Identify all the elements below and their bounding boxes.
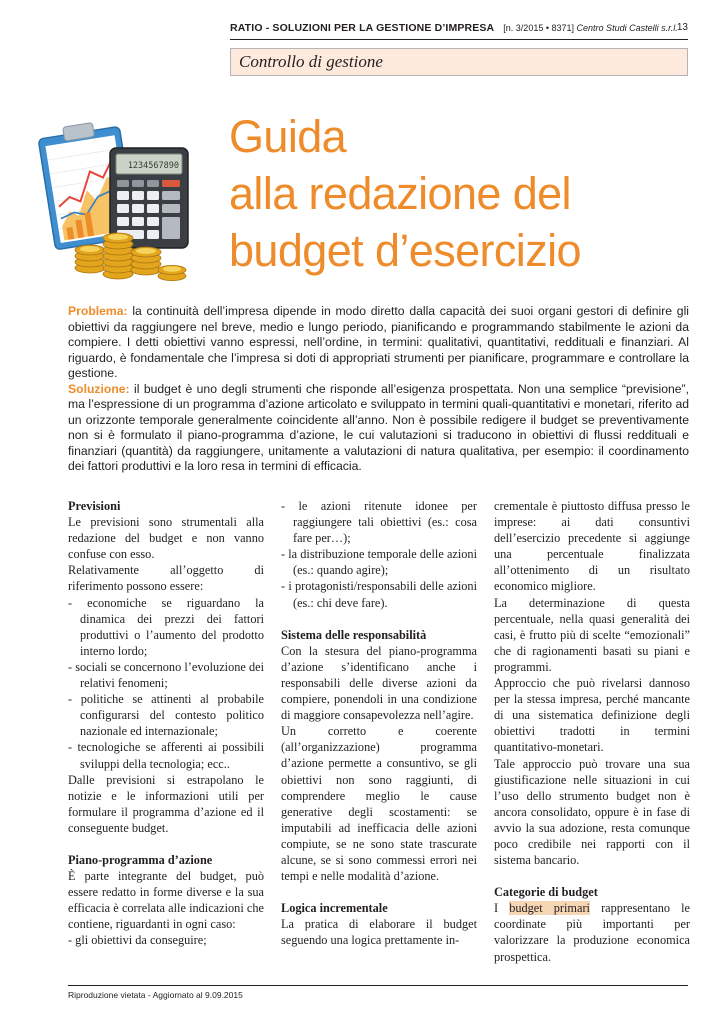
issue-code: 8371]	[551, 23, 575, 33]
problem-paragraph	[68, 304, 689, 382]
paragraph: La pratica di elaborare il budget seguendo una logica prettamente in-	[281, 917, 477, 948]
paragraph: La determinazione di questa percentuale, nella quasi generalità dei casi, è frutto più di scelte “emozionali” che di ragionamenti basati su piani e programmi.	[494, 595, 690, 674]
section-banner	[230, 48, 688, 76]
paragraph: crementale è piuttosto diffusa presso le imprese: ai dati consuntivi dell’esercizio precedente si aggiunge una percentuale finalizzata all’ottenimento di un risultato economico migliore.	[494, 499, 690, 594]
issue-info	[503, 23, 677, 33]
title-line-3: budget d’esercizio	[229, 225, 581, 276]
column-3	[494, 498, 690, 965]
paragraph: Dalle previsioni si estrapolano le notizie e le informazioni utili per formulare il programma d’azione ed il conseguente budget.	[68, 772, 264, 835]
paragraph: Le previsioni sono strumentali alla redazione del budget e non vanno confuse con esso.	[68, 515, 264, 562]
publisher-name: Centro Studi Castelli s.r.l.	[576, 23, 678, 33]
heading-piano-programma: Piano-programma d’azione	[68, 852, 213, 867]
budget-illustration	[38, 110, 238, 290]
heading-sistema-responsabilita: Sistema delle responsabilità	[281, 627, 427, 642]
publication-name: RATIO - SOLUZIONI PER LA GESTIONE D’IMPRESA	[230, 22, 495, 34]
paragraph: Tale approccio può trovare una sua giustificazione nelle situazioni in cui l’uso dello strumento budget non è ancora consolidato, oppure è in fase di avvio la sua adozione, resta comunque poco credibile nei rapporti con il sistema bancario.	[494, 756, 690, 868]
paragraph: Relativamente all’oggetto di riferimento possono essere:	[68, 563, 264, 594]
paragraph: Un corretto e coerente (all’organizzazione) programma d’azione permette a consuntivo, se gli obiettivi non sono raggiunti, di comprendere meglio le cause generative degli scostamenti: se imputabili ad inefficacia delle azioni compiute, se ne sono state trascurate alcune, se si sono commessi errori nei tempi e nelle modalità d’azione.	[281, 724, 477, 884]
section-title: Controllo di gestione	[239, 52, 383, 71]
paragraph	[494, 900, 690, 964]
paragraph: È parte integrante del budget, può essere redatto in forme diverse e la sua efficacia è correlata alle indicazioni che contiene, riguardanti in ogni caso:	[68, 869, 264, 932]
issue-separator: •	[543, 23, 552, 33]
list-item: - gli obiettivi da conseguire;	[68, 933, 207, 948]
page-number: 13	[676, 22, 688, 33]
intro-box	[68, 304, 689, 475]
list-item: - economiche se riguardano la dinamica dei prezzi dei fattori produttivi o l’aumento del prodotto interno lordo;	[68, 595, 264, 658]
problem-label: Problema:	[68, 304, 128, 318]
running-header	[230, 22, 688, 36]
highlighted-term: budget primari	[509, 901, 590, 916]
text-fragment: rappresentano le coordinate più importanti per valorizzare la produzione economica prospettica.	[494, 901, 690, 964]
title-line-2: alla redazione del	[229, 168, 571, 219]
title-line-1: Guida	[229, 111, 347, 162]
article-title	[229, 108, 699, 279]
heading-categorie-budget: Categorie di budget	[494, 885, 598, 900]
heading-previsioni: Previsioni	[68, 499, 121, 513]
issue-number: [n. 3/2015	[503, 23, 544, 33]
header-rule	[230, 39, 688, 40]
heading-logica-incrementale: Logica incrementale	[281, 901, 388, 916]
paragraph: Approccio che può rivelarsi dannoso per la stessa impresa, perché mancante di una sistematica definizione degli obiettivi tradotti in termini quantitativo-monetari.	[494, 676, 690, 755]
footer-rule	[68, 985, 688, 986]
solution-paragraph	[68, 382, 689, 475]
list-item: - i protagonisti/responsabili delle azioni (es.: chi deve fare).	[281, 579, 477, 610]
footer-note: Riproduzione vietata - Aggiornato al 9.09.2015	[68, 990, 243, 1000]
solution-label: Soluzione:	[68, 381, 130, 396]
calculator-display: 1234567890	[127, 161, 179, 171]
text-fragment: I	[494, 901, 510, 916]
solution-text: il budget è uno degli strumenti che risponde all’esigenza prospettata. Non una semplice “previsione”, ma l’espressione di un programma d’azione articolato e sviluppato in termini quali-quantitativi e monetari, riferito ad un orizzonte temporale generalmente coincidente all’anno. Non è possibile redigere il budget se preventivamente non si è formulato il piano-programma d’azione, le cui valutazioni si traducono in obiettivi di flussi reddituali e finanziari (quantità) da raggiungere, unitamente a valutazioni di natura qualitativa, per esempio: il coordinamento dei fattori produttivi e la loro resa in termini di efficacia.	[68, 381, 689, 473]
list-item: - politiche se attinenti al probabile configurarsi del contesto politico nazionale ed internazionale;	[68, 692, 264, 739]
column-1	[68, 498, 264, 949]
paragraph: Con la stesura del piano-programma d’azione s’identificano anche i responsabili delle diverse azioni da compiere, ponendoli in una condizione di maggiore consapevolezza nell’agire.	[281, 643, 477, 723]
problem-text: la continuità dell’impresa dipende in modo diretto dalla capacità dei suoi organi gestori di definire gli obiettivi da raggiungere nel breve, medio e lungo periodo, pianificando e programmando stabilmente le azioni da compiere. I detti obiettivi vanno espressi, nell’ordine, in termini: qualitativi, quantitativi, reddituali e finanziari. Al riguardo, è fondamentale che l’impresa si doti di appropriati strumenti per pianificare, programmare e controllare la gestione.	[68, 304, 689, 380]
column-2	[281, 498, 477, 948]
list-item: - le azioni ritenute idonee per raggiungere tali obiettivi (es.: cosa fare per…);	[281, 499, 477, 546]
list-item: - sociali se concernono l’evoluzione dei relativi fenomeni;	[68, 659, 264, 691]
list-item: - la distribuzione temporale delle azioni (es.: quando agire);	[281, 547, 477, 578]
list-item: - tecnologiche se afferenti ai possibili sviluppi della tecnologia; ecc..	[68, 740, 264, 771]
